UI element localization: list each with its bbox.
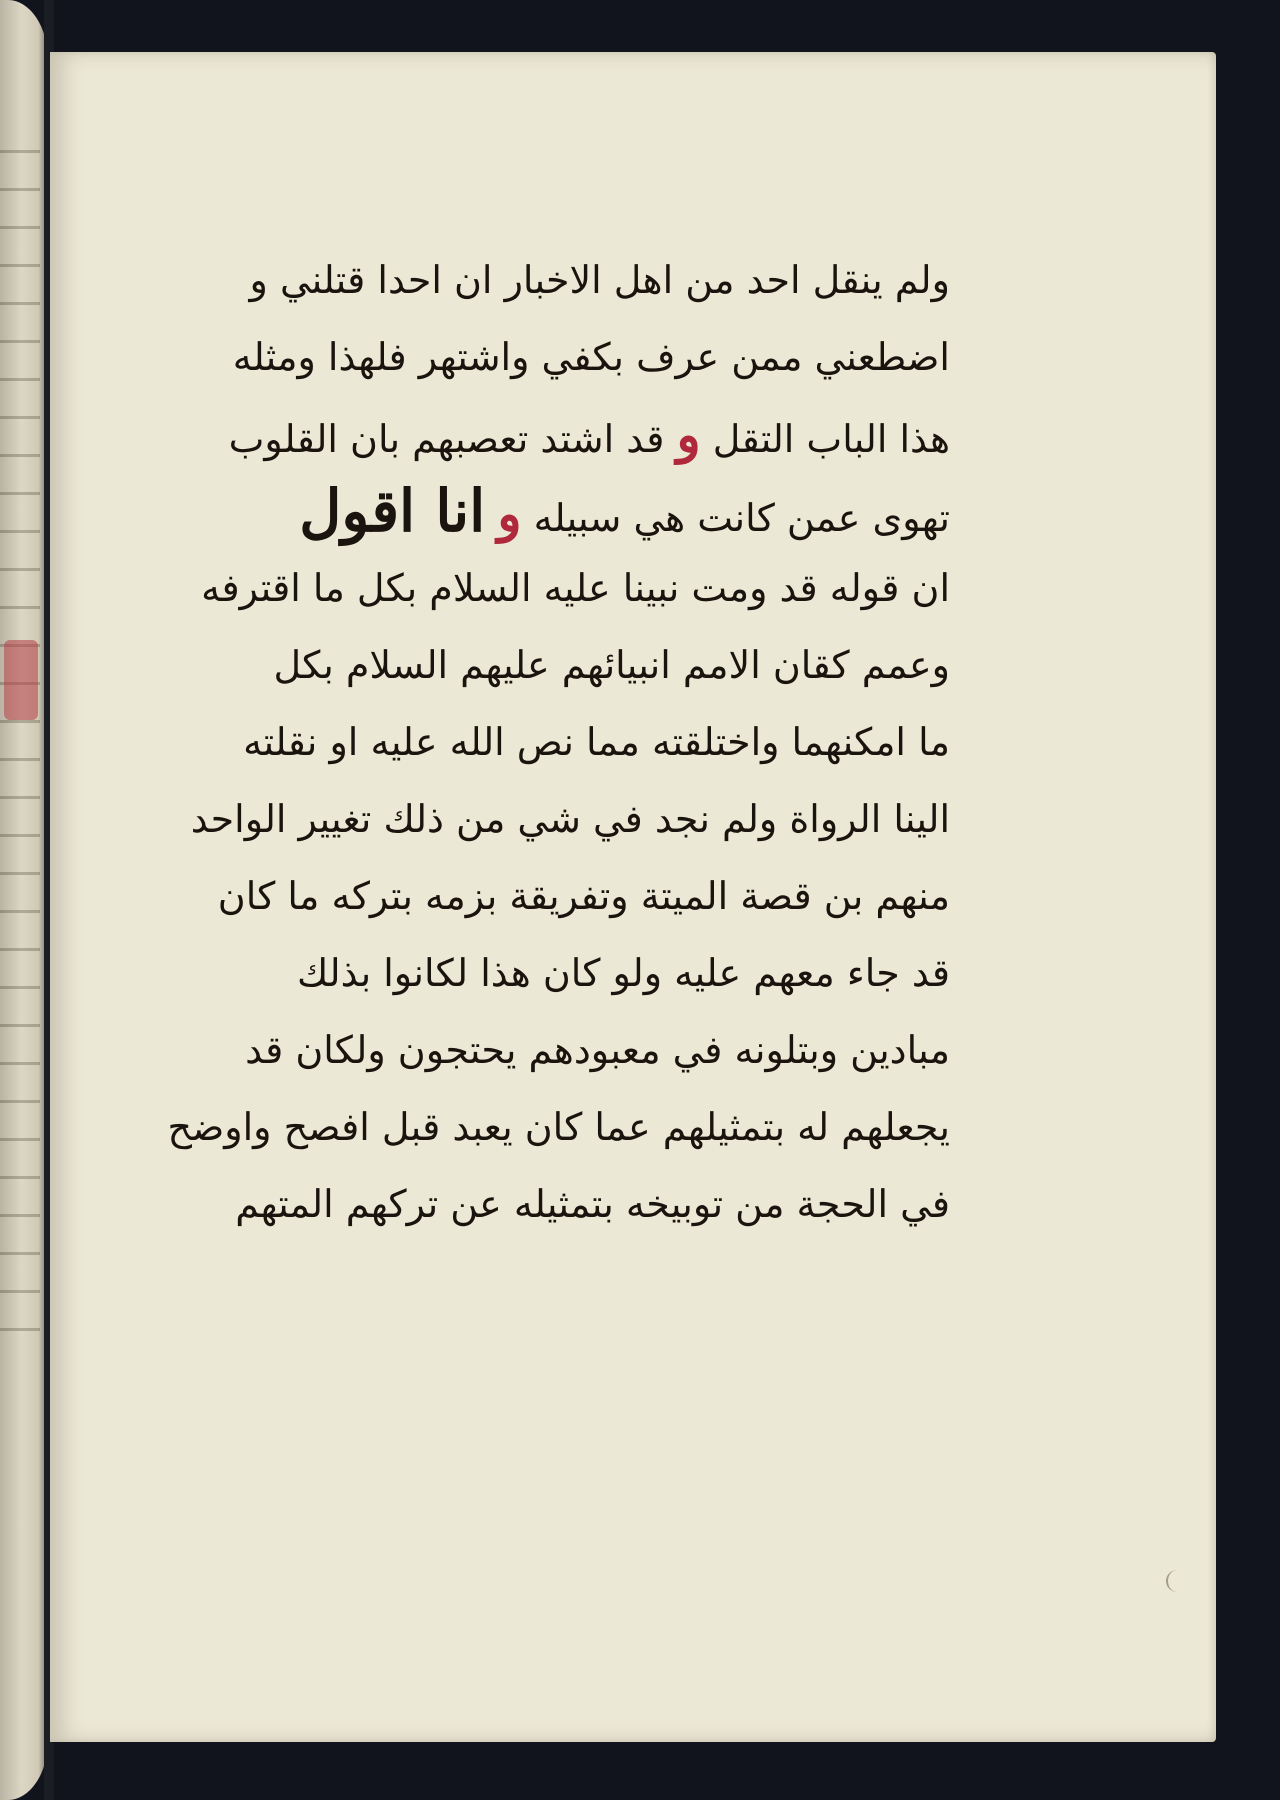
line-text: تهوى عمن كانت هي سبيله [533,496,950,540]
text-line-9 [160,858,950,935]
text-line-7 [160,704,950,781]
line-text: في الحجة من توبيخه بتمثيله عن تركهم المتهم [235,1182,950,1226]
folio-edge-mark [1166,1570,1186,1592]
line-text: ما امكنهما واختلقته مما نص الله عليه او نقلته [243,720,950,764]
text-line-8 [160,781,950,858]
text-line-11 [160,1012,950,1089]
rubric-waw: و [676,405,701,464]
text-line-6 [160,627,950,704]
rubric-waw: و [497,484,522,543]
manuscript-folio [50,52,1216,1742]
text-line-4 [160,473,950,550]
text-line-13 [160,1166,950,1243]
previous-page-edge [0,0,48,1800]
line-text: قد جاء معهم عليه ولو كان هذا لكانوا بذلك [297,951,950,995]
text-line-2 [160,319,950,396]
text-line-5 [160,550,950,627]
line-text: ان قوله قد ومت نبينا عليه السلام بكل ما اقترفه [201,566,950,610]
line-text: الينا الرواة ولم نجد في شي من ذلك تغيير الواحد [190,797,950,841]
line-text: ولم ينقل احد من اهل الاخبار ان احدا قتلني و [249,258,950,302]
line-text: اضطعني ممن عرف بكفي واشتهر فلهذا ومثله [232,335,950,379]
text-line-10 [160,935,950,1012]
line-text: وعمم كقان الامم انبيائهم عليهم السلام بكل [273,643,950,687]
previous-page-rubric-trace [4,640,38,720]
text-block [160,242,950,1472]
text-line-12 [160,1089,950,1166]
line-text: منهم بن قصة الميتة وتفريقة بزمه بتركه ما كان [217,874,950,918]
line-text: قد اشتد تعصبهم بان القلوب [228,417,665,461]
line-text: يجعلهم له بتمثيلهم عما كان يعبد قبل افصح واوضح [167,1105,950,1149]
line-text: مبادين وبتلونه في معبودهم يحتجون ولكان قد [245,1028,950,1072]
text-line-3 [160,396,950,473]
text-line-1 [160,242,950,319]
line-text: هذا الباب التقل [712,417,950,461]
section-heading: انا اقول [299,477,486,545]
previous-page-text-traces [0,150,40,1350]
